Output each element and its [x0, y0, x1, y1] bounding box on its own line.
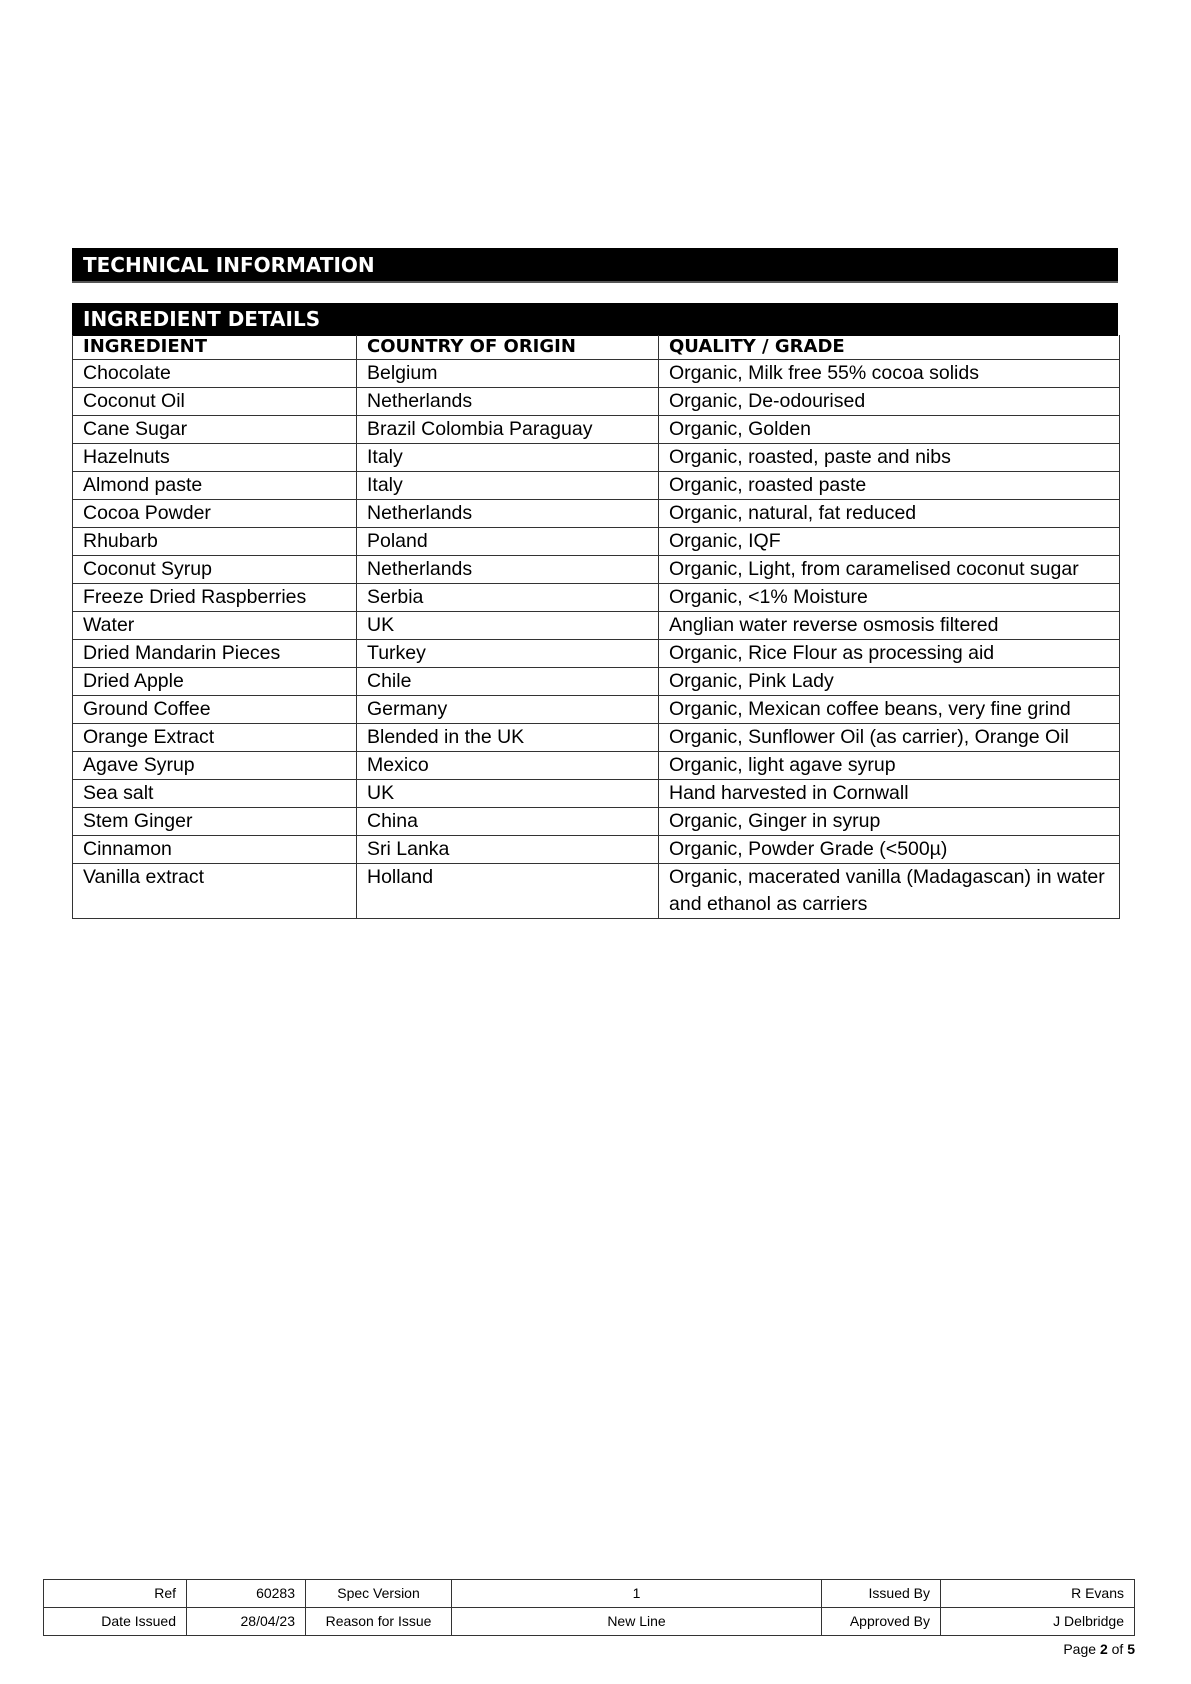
ingredient-row [73, 472, 1120, 500]
country-of-origin-cell: UK [357, 612, 659, 640]
ingredient-cell: Orange Extract [73, 724, 357, 752]
ingredient-cell: Chocolate [73, 360, 357, 388]
ingredient-row [73, 360, 1120, 388]
country-of-origin-cell: Serbia [357, 584, 659, 612]
ingredient-cell: Cane Sugar [73, 416, 357, 444]
quality-grade-cell: Organic, Sunflower Oil (as carrier), Orange Oil [659, 724, 1120, 752]
country-of-origin-cell: Netherlands [357, 388, 659, 416]
page-of: of [1111, 1641, 1124, 1657]
quality-grade-cell: Organic, IQF [659, 528, 1120, 556]
issued-by-value: R Evans [941, 1580, 1135, 1608]
ingredient-cell: Water [73, 612, 357, 640]
ingredient-row [73, 528, 1120, 556]
country-of-origin-cell: Sri Lanka [357, 836, 659, 864]
country-of-origin-cell: China [357, 808, 659, 836]
spec-version-label: Spec Version [306, 1580, 452, 1608]
quality-grade-cell: Organic, roasted paste [659, 472, 1120, 500]
footer-row-2 [44, 1608, 1135, 1636]
country-of-origin-cell: Brazil Colombia Paraguay [357, 416, 659, 444]
ingredient-row [73, 864, 1120, 919]
section-title: TECHNICAL INFORMATION [83, 253, 375, 277]
ingredient-row [73, 696, 1120, 724]
reason-for-issue-label: Reason for Issue [306, 1608, 452, 1636]
quality-grade-cell: Anglian water reverse osmosis filtered [659, 612, 1120, 640]
country-of-origin-cell: Italy [357, 472, 659, 500]
quality-grade-cell: Organic, Mexican coffee beans, very fine grind [659, 696, 1120, 724]
ingredient-row [73, 388, 1120, 416]
ingredient-cell: Freeze Dried Raspberries [73, 584, 357, 612]
ingredient-cell: Vanilla extract [73, 864, 357, 919]
reason-for-issue-value: New Line [452, 1608, 822, 1636]
page-total: 5 [1127, 1641, 1135, 1657]
quality-grade-cell: Organic, Milk free 55% cocoa solids [659, 360, 1120, 388]
ingredient-cell: Sea salt [73, 780, 357, 808]
ingredient-cell: Dried Mandarin Pieces [73, 640, 357, 668]
ingredient-row [73, 780, 1120, 808]
country-of-origin-cell: UK [357, 780, 659, 808]
ref-label: Ref [44, 1580, 187, 1608]
ingredient-cell: Cocoa Powder [73, 500, 357, 528]
ingredient-cell: Agave Syrup [73, 752, 357, 780]
quality-grade-cell: Organic, light agave syrup [659, 752, 1120, 780]
ingredient-cell: Coconut Syrup [73, 556, 357, 584]
ingredient-row [73, 724, 1120, 752]
ingredient-row [73, 752, 1120, 780]
ingredient-row [73, 668, 1120, 696]
page-prefix: Page [1063, 1641, 1097, 1657]
country-of-origin-cell: Mexico [357, 752, 659, 780]
country-of-origin-cell: Poland [357, 528, 659, 556]
issued-by-label: Issued By [822, 1580, 941, 1608]
country-of-origin-cell: Holland [357, 864, 659, 919]
ingredient-row [73, 500, 1120, 528]
footer-row-1 [44, 1580, 1135, 1608]
ingredient-cell: Coconut Oil [73, 388, 357, 416]
ingredient-row [73, 584, 1120, 612]
approved-by-label: Approved By [822, 1608, 941, 1636]
section-title-bar [72, 248, 1118, 283]
ingredient-row [73, 640, 1120, 668]
ingredient-table [72, 335, 1120, 919]
quality-grade-cell: Organic, roasted, paste and nibs [659, 444, 1120, 472]
quality-grade-cell: Organic, De-odourised [659, 388, 1120, 416]
quality-grade-cell: Organic, Light, from caramelised coconut sugar [659, 556, 1120, 584]
ingredient-row [73, 444, 1120, 472]
column-header-country-of-origin: COUNTRY OF ORIGIN [357, 335, 659, 360]
ingredient-cell: Almond paste [73, 472, 357, 500]
country-of-origin-cell: Belgium [357, 360, 659, 388]
document-control-footer [43, 1579, 1135, 1636]
quality-grade-cell: Hand harvested in Cornwall [659, 780, 1120, 808]
column-header-quality-grade: QUALITY / GRADE [659, 335, 1120, 360]
country-of-origin-cell: Germany [357, 696, 659, 724]
quality-grade-cell: Organic, natural, fat reduced [659, 500, 1120, 528]
spec-version-value: 1 [452, 1580, 822, 1608]
country-of-origin-cell: Blended in the UK [357, 724, 659, 752]
date-issued-label: Date Issued [44, 1608, 187, 1636]
quality-grade-cell: Organic, Pink Lady [659, 668, 1120, 696]
quality-grade-cell: Organic, Golden [659, 416, 1120, 444]
ingredient-row [73, 556, 1120, 584]
quality-grade-cell: Organic, Ginger in syrup [659, 808, 1120, 836]
ingredient-row [73, 808, 1120, 836]
quality-grade-cell: Organic, macerated vanilla (Madagascan) in water and ethanol as carriers [659, 864, 1120, 919]
country-of-origin-cell: Netherlands [357, 500, 659, 528]
approved-by-value: J Delbridge [941, 1608, 1135, 1636]
ingredient-cell: Ground Coffee [73, 696, 357, 724]
ingredient-details-title: INGREDIENT DETAILS [83, 307, 321, 331]
ingredient-row [73, 836, 1120, 864]
ingredient-row [73, 416, 1120, 444]
country-of-origin-cell: Chile [357, 668, 659, 696]
ingredient-table-header [73, 335, 1120, 360]
ingredient-details-title-bar [72, 303, 1118, 336]
ingredient-cell: Dried Apple [73, 668, 357, 696]
ref-value: 60283 [187, 1580, 306, 1608]
country-of-origin-cell: Netherlands [357, 556, 659, 584]
quality-grade-cell: Organic, Powder Grade (<500µ) [659, 836, 1120, 864]
date-issued-value: 28/04/23 [187, 1608, 306, 1636]
country-of-origin-cell: Italy [357, 444, 659, 472]
ingredient-cell: Rhubarb [73, 528, 357, 556]
column-header-ingredient: INGREDIENT [73, 335, 357, 360]
ingredient-cell: Cinnamon [73, 836, 357, 864]
ingredient-cell: Stem Ginger [73, 808, 357, 836]
country-of-origin-cell: Turkey [357, 640, 659, 668]
ingredient-row [73, 612, 1120, 640]
quality-grade-cell: Organic, <1% Moisture [659, 584, 1120, 612]
ingredient-cell: Hazelnuts [73, 444, 357, 472]
page-number [1063, 1641, 1135, 1657]
page-current: 2 [1099, 1641, 1108, 1657]
quality-grade-cell: Organic, Rice Flour as processing aid [659, 640, 1120, 668]
